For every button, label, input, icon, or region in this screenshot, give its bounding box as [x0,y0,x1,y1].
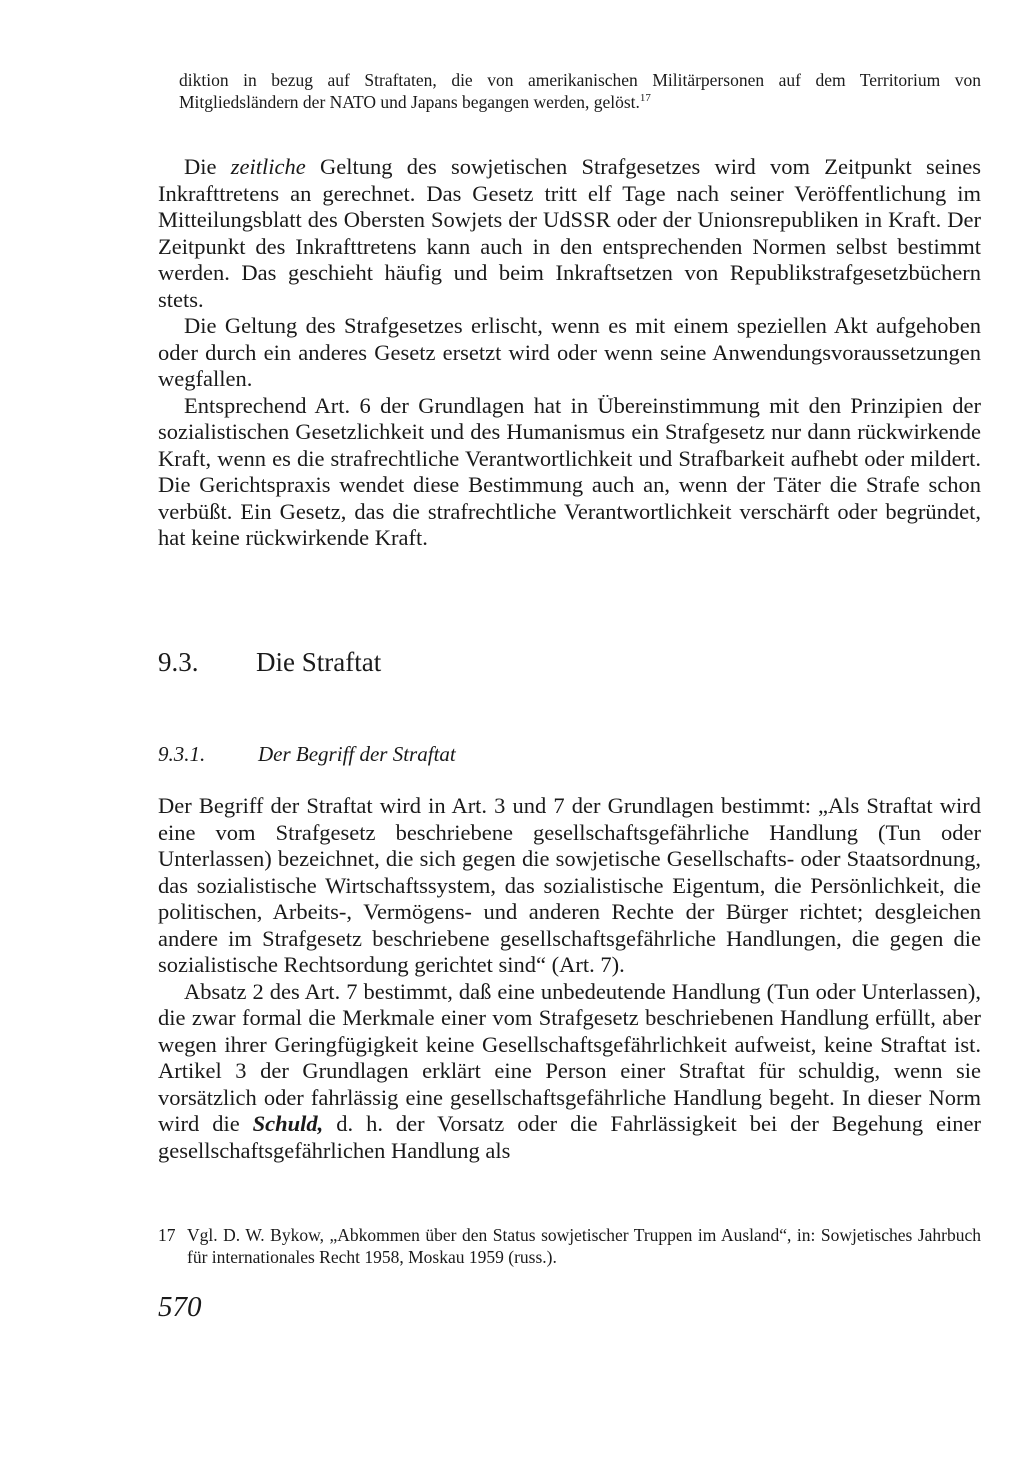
paragraph-expiry: Die Geltung des Strafgesetzes erlischt, wenn es mit einem speziellen Akt aufgehoben oder durch ein anderes Gesetz ersetzt wird oder wenn seine Anwendungsvoraussetzungen wegfallen. [158,313,981,391]
emphasis-text: zeitliche [230,154,306,179]
section-number: 9.3. [158,647,199,677]
footnote-reference: 17 [639,91,651,104]
footnote-text: Vgl. D. W. Bykow, „Abkommen über den Status sowjetischer Truppen im Ausland“, in: Sowjetisches Jahrbuch für internationales Recht 1958, Moskau 1959 (russ.). [187,1225,981,1267]
continuation-paragraph [179,70,981,113]
subsection-number: 9.3.1. [158,742,206,766]
subsection-title: Der Begriff der Straftat [258,742,456,766]
paragraph-definition: Der Begriff der Straftat wird in Art. 3 und 7 der Grundlagen bestimmt: „Als Straftat wird eine vom Strafgesetz beschriebene gesellschaftsgefährliche Handlung (Tun oder Unterlassen) bezeichnet, die sich gegen die sowjetische Gesellschafts- oder Staatsordnung, das sozialistische Wirtschaftssystem, das sozialistische Eigentum, die Persönlichkeit, die politischen, Arbeits-, Vermögens- und anderen Rechte der Bürger richtet; desgleichen andere im Strafgesetz beschriebene gesellschaftsgefährliche Handlungen, die gegen die sozialistische Rechtsordung gerichtet sind“ (Art. 7). [158,793,981,977]
paragraph-text: Absatz 2 des Art. 7 bestimmt, daß eine unbedeutende Handlung (Tun oder Unterlassen), die zwar formal die Merkmale einer vom Strafgesetz beschriebenen Handlung erfüllt, aber wegen ihrer Geringfügigkeit keine Gesellschaftsgefährlichkeit aufweist, keine Straftat ist. Artikel 3 der Grundlagen erklärt eine Person einer Straftat für schuldig, wenn sie vorsätzlich oder fahrlässig eine gesellschaftsgefährliche Handlung begeht. In dieser Norm wird die [158,978,981,1136]
section-9-2-text [158,154,981,552]
paragraph-retroactivity: Entsprechend Art. 6 der Grundlagen hat in Übereinstimmung mit den Prinzipien der sozialistischen Gesetzlichkeit und des Humanismus ein Strafgesetz nur dann rückwirkende Kraft, wenn es die strafrechtliche Verantwortlichkeit und Strafbarkeit aufhebt oder mildert. Die Gerichtspraxis wendet diese Bestimmung auch an, wenn der Täter die Strafe schon verbüßt. Ein Gesetz, das die strafrechtliche Verantwortlichkeit verschärft oder begründet, hat keine rückwirkende Kraft. [158,392,981,550]
section-9-3-1-text [158,793,981,1164]
paragraph-text: Geltung des sowjetischen Strafgesetzes wird vom Zeitpunkt seines Inkrafttretens an gerechnet. Das Gesetz tritt elf Tage nach seiner Veröffentlichung im Mitteilungsblatt des Obersten Sowjets der UdSSR oder der Unionsrepubliken in Kraft. Der Zeitpunkt des Inkrafttretens kann auch in den entsprechenden Normen selbst bestimmt werden. Das geschieht häufig und beim Inkraftsetzen von Republikstrafgesetzbüchern stets. [158,154,981,312]
page-number: 570 [158,1291,202,1323]
paragraph-temporal-validity [158,154,981,313]
section-title: Die Straftat [256,647,382,677]
footnote [158,1224,981,1268]
paragraph-text: d. h. der Vorsatz oder die Fahrlässigkeit bei der Begehung einer gesellschaftsgefährlichen Handlung als [158,1111,982,1163]
paragraph-guilt [158,979,981,1165]
paragraph-text: Die [184,154,231,179]
emphasis-text: Schuld, [252,1111,324,1136]
footnote-number: 17 [158,1225,176,1245]
continuation-text: diktion in bezug auf Straftaten, die von amerikanischen Militärpersonen auf dem Territorium von Mitgliedsländern der NATO und Japans begangen werden, gelöst. [179,70,981,112]
